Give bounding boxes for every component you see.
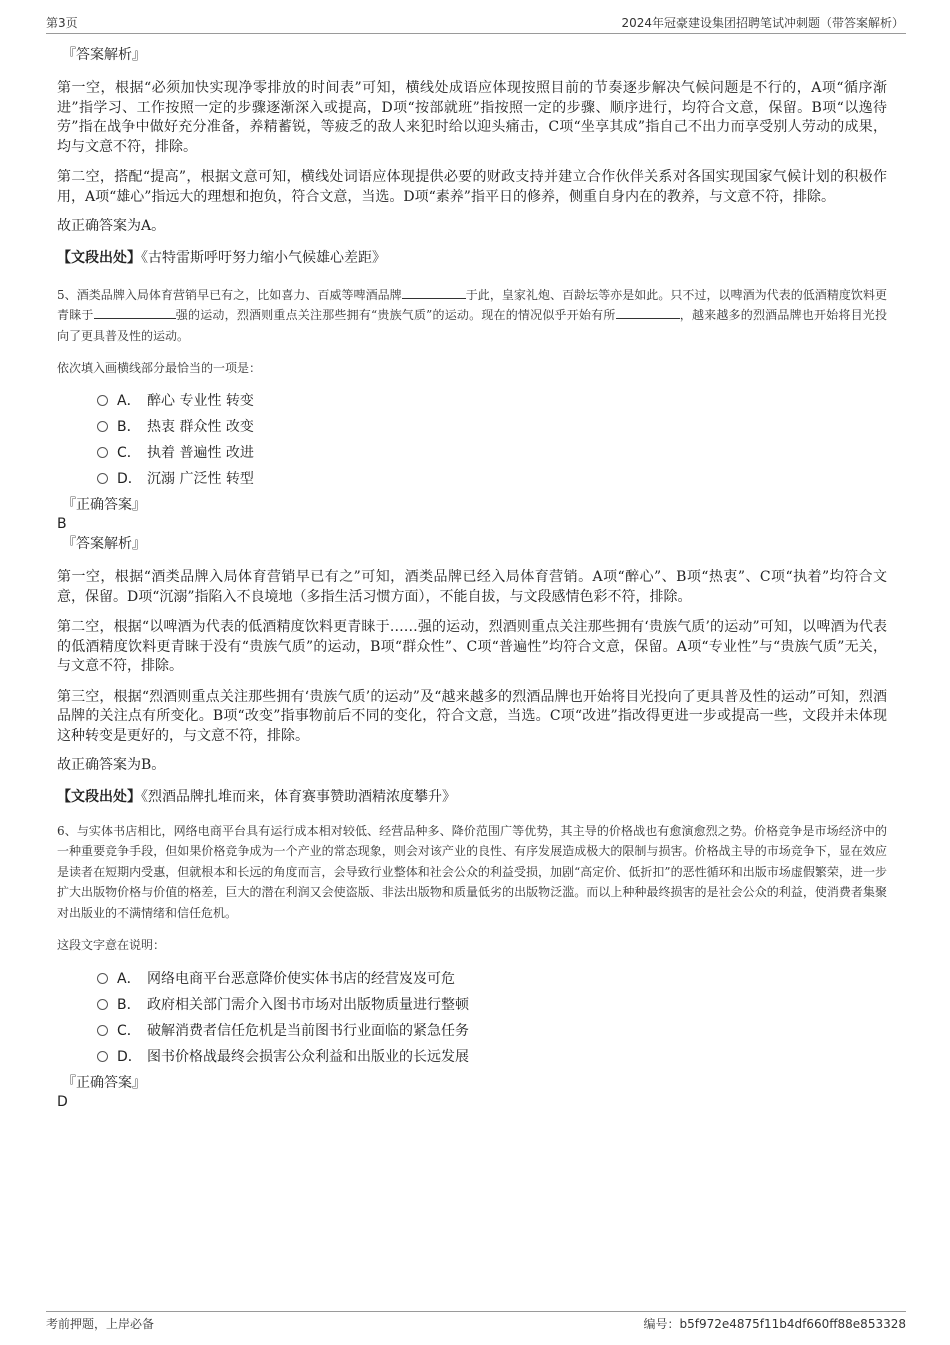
q5-option-d[interactable]: D． 沉溺 广泛性 转型 — [97, 466, 887, 492]
q4-source — [57, 248, 887, 268]
q5-blank-3 — [616, 305, 680, 319]
radio-icon[interactable] — [97, 395, 108, 406]
q6-option-b[interactable]: B． 政府相关部门需介入图书市场对出版物质量进行整顿 — [97, 992, 887, 1018]
q4-analysis-conclusion: 故正确答案为A。 — [57, 218, 166, 234]
q5-answer: B — [57, 516, 67, 532]
q5-options — [97, 388, 887, 492]
radio-icon[interactable] — [97, 1025, 108, 1036]
q6-option-a[interactable]: A． 网络电商平台恶意降价使实体书店的经营岌岌可危 — [97, 966, 887, 992]
q6-options — [97, 966, 887, 1070]
q6-stem: 6、与实体书店相比，网络电商平台具有运行成本相对较低、经营品种多、降价范围广等优势，其主导的价格战也有愈演愈烈之势。价格竞争是市场经济中的一种重要竞争手段，但如果价格竞争成为一个产业的常态现象，则会对该产业的良性、有序发展造成极大的限制与损害。价格战主导的市场竞争下，显在效应是读者在短期内受惠，但就根本和长远的角度而言，会导致行业整体和社会公众的利益受损，加剧“高定价、低折扣”的恶性循环和出版市场虚假繁荣，进一步扩大出版物价格与价值的格差，巨大的潜在利润又会使盗版、非法出版物和质量低劣的出版物泛滥。而以上种种最终损害的是社会公众的利益，使消费者集聚对出版业的不满情绪和信任危机。 — [57, 823, 887, 920]
q5-option-c[interactable]: C． 执着 普遍性 改进 — [97, 440, 887, 466]
q5-analysis-conclusion: 故正确答案为B。 — [57, 757, 166, 773]
footer-slogan: 考前押题，上岸必备 — [46, 1317, 155, 1331]
q6-option-d[interactable]: D． 图书价格战最终会损害公众利益和出版业的长远发展 — [97, 1044, 887, 1070]
radio-icon[interactable] — [97, 999, 108, 1010]
q5-analysis-p1: 第一空，根据“酒类品牌入局体育营销早已有之”可知，酒类品牌已经入局体育营销。A项“醉心”、B项“热衷”、C项“执着”均符合文意，保留。D项“沉溺”指陷入不良境地（多指生活习惯方面），不能自拔，与文段感情色彩不符，排除。 — [57, 569, 887, 605]
radio-icon[interactable] — [97, 473, 108, 484]
q5-blank-1 — [402, 285, 466, 299]
q6-instruction: 这段文字意在说明： — [57, 938, 166, 952]
q6-answer: D — [57, 1094, 68, 1110]
q5-source — [57, 787, 887, 807]
document-title: 2024年冠豪建设集团招聘笔试冲刺题（带答案解析） — [621, 16, 904, 30]
q6-option-c[interactable]: C． 破解消费者信任危机是当前图书行业面临的紧急任务 — [97, 1018, 887, 1044]
q5-analysis-label: 『答案解析』 — [62, 536, 146, 552]
q5-answer-label: 『正确答案』 — [62, 497, 146, 513]
q4-analysis-p1: 第一空，根据“必须加快实现净零排放的时间表”可知，横线处成语应体现按照目前的节奏逐步解决气候问题是不行的，A项“循序渐进”指学习、工作按照一定的步骤逐渐深入或提高，D项“按部就班”指按照一定的步骤、顺序进行，均符合文意，保留。B项“以逸待劳”指在战争中做好充分准备，养精蓄锐，等疲乏的敌人来犯时给以迎头痛击，C项“坐享其成”指自己不出力而享受别人劳动的成果，均与文意不符，排除。 — [57, 80, 887, 155]
radio-icon[interactable] — [97, 421, 108, 432]
q4-analysis-label: 『答案解析』 — [62, 47, 146, 63]
radio-icon[interactable] — [97, 1051, 108, 1062]
radio-icon[interactable] — [97, 973, 108, 984]
page-footer — [46, 1311, 906, 1334]
document-body — [57, 46, 887, 1111]
q5-instruction: 依次填入画横线部分最恰当的一项是： — [57, 361, 262, 375]
page-header — [46, 14, 906, 34]
q5-stem: 5、酒类品牌入局体育营销早已有之，比如喜力、百威等啤酒品牌 于此，皇家礼炮、百龄坛等亦是如此。只不过，以啤酒为代表的低酒精度饮料更青睐于 强的运动，烈酒则重点关注那些拥有“贵族气质”的运动。现在的情况似乎开始有所 ，越来越多的烈酒品牌也开始将目光投向了更具普及性的运动。 — [57, 285, 887, 347]
q5-analysis-p2: 第二空，根据“以啤酒为代表的低酒精度饮料更青睐于……强的运动，烈酒则重点关注那些拥有‘贵族气质’的运动”可知，以啤酒为代表的低酒精度饮料更青睐于没有“贵族气质”的运动，B项“群众性”、C项“普遍性”均符合文意，保留。A项“专业性”与“贵族气质”无关，与文意不符，排除。 — [57, 619, 887, 674]
page-number: 第3页 — [46, 16, 78, 30]
q4-analysis-p2: 第二空，搭配“提高”，根据文意可知，横线处词语应体现提供必要的财政支持并建立合作伙伴关系对各国实现国家气候计划的积极作用，A项“雄心”指远大的理想和抱负，符合文意，当选。D项“素养”指平日的修养，侧重自身内在的教养，与文意不符，排除。 — [57, 169, 887, 205]
q5-analysis-p3: 第三空，根据“烈酒则重点关注那些拥有‘贵族气质’的运动”及“越来越多的烈酒品牌也开始将目光投向了更具普及性的运动”可知，烈酒品牌的关注点有所变化。B项“改变”指事物前后不同的变化，符合文意，当选。C项“改进”指改得更进一步或提高一些，文段并未体现这种转变是更好的，与文意不符，排除。 — [57, 688, 887, 744]
q5-option-b[interactable]: B． 热衷 群众性 改变 — [97, 414, 887, 440]
document-id: 编号：b5f972e4875f11b4df660ff88e853328 — [643, 1317, 906, 1331]
q6-answer-label: 『正确答案』 — [62, 1075, 146, 1091]
radio-icon[interactable] — [97, 447, 108, 458]
q4-source-title: 《古特雷斯呼吁努力缩小气候雄心差距》 — [141, 249, 386, 266]
q5-blank-2 — [94, 305, 176, 319]
q5-option-a[interactable]: A． 醉心 专业性 转变 — [97, 388, 887, 414]
q5-source-label: 【文段出处】 — [57, 788, 141, 805]
q5-source-title: 《烈酒品牌扎堆而来，体育赛事赞助酒精浓度攀升》 — [141, 788, 456, 805]
q4-source-label: 【文段出处】 — [57, 249, 141, 266]
